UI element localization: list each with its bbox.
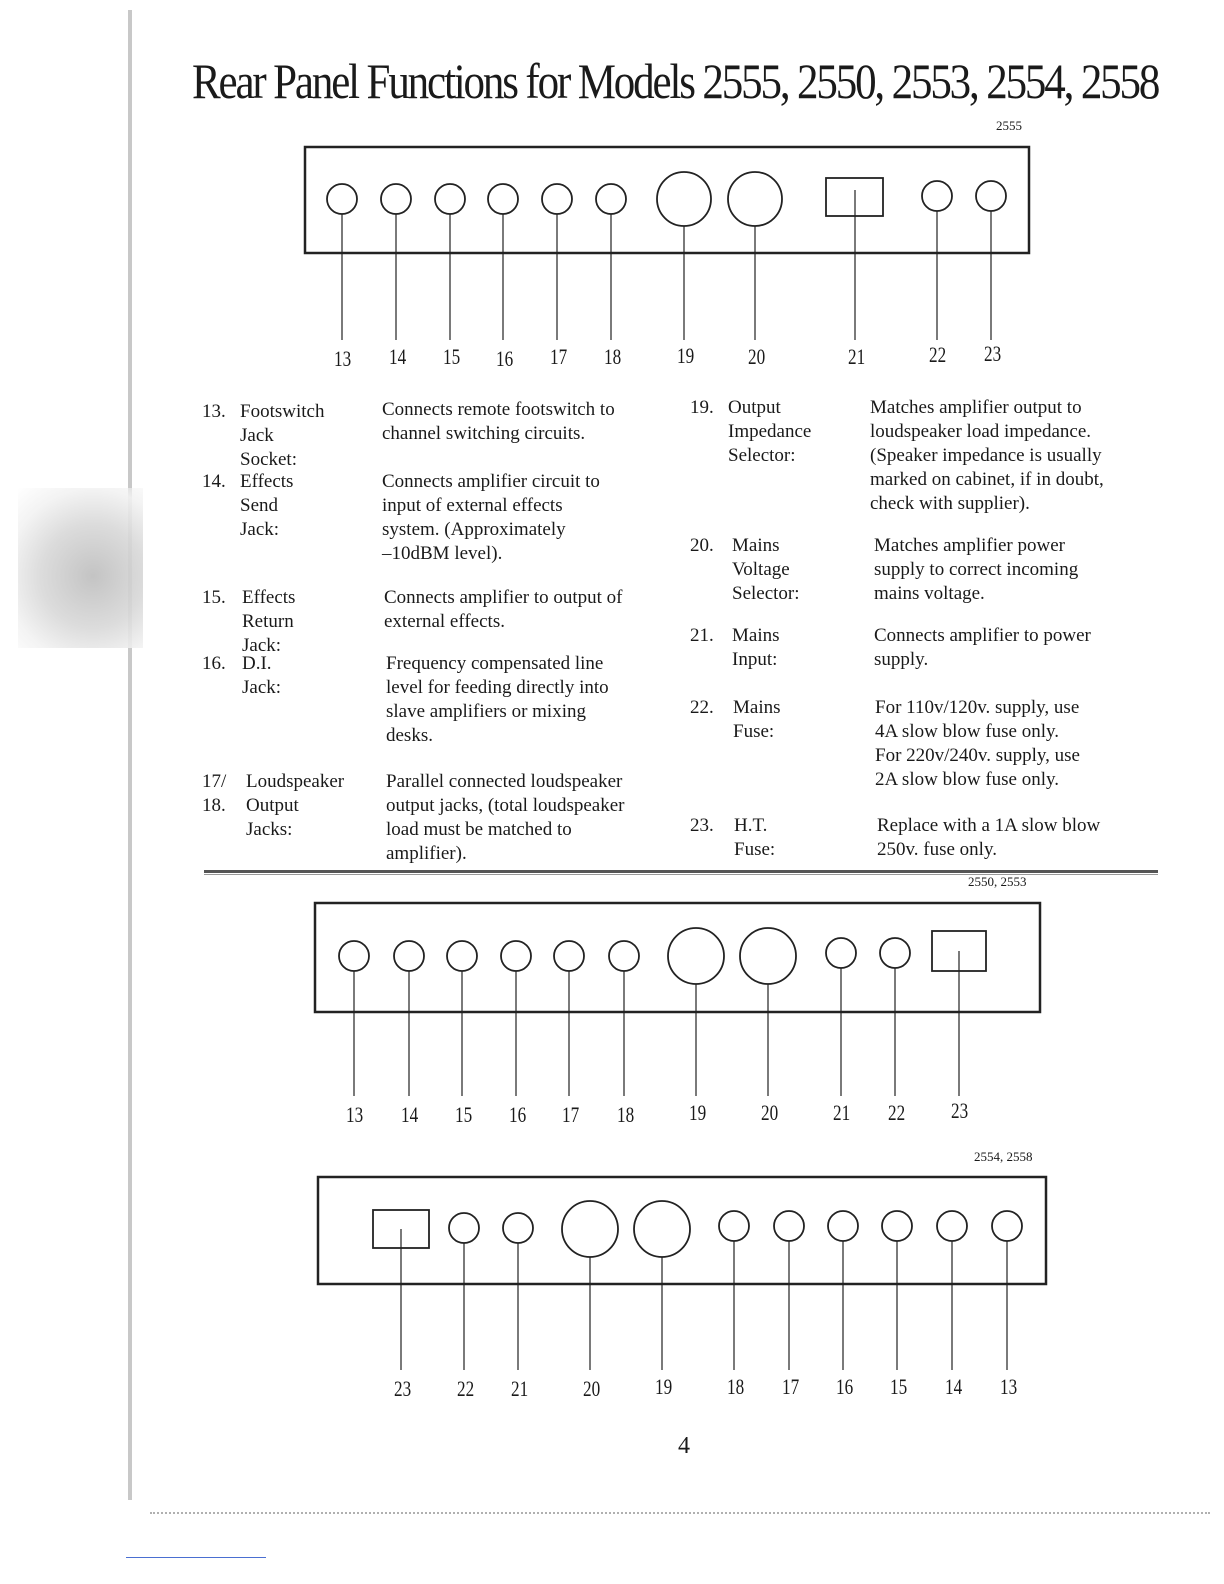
callout-number: 13 xyxy=(334,346,352,371)
callout-number: 17 xyxy=(562,1102,580,1127)
function-number: 20. xyxy=(690,535,714,556)
mains-fuse-icon xyxy=(922,181,952,211)
page-number: 4 xyxy=(678,1433,690,1459)
function-description: Replace with a 1A slow blow 250v. fuse only. xyxy=(877,815,1101,860)
callout-number: 15 xyxy=(890,1374,908,1399)
function-description: Matches amplifier output to loudspeaker load impedance. (Speaker impedance is usually marked on cabinet, if in doubt, check with supplier). xyxy=(870,397,1104,514)
function-number: 23. xyxy=(690,815,714,836)
function-label: Mains Fuse: xyxy=(733,697,781,742)
function-number: 22. xyxy=(690,697,714,718)
jack-14-icon xyxy=(937,1211,967,1241)
panel-2550-2553 xyxy=(315,903,1040,1096)
callout-number: 23 xyxy=(951,1098,969,1123)
function-number: 15. xyxy=(202,587,226,608)
section-divider xyxy=(204,870,1158,873)
callout-number: 19 xyxy=(655,1374,673,1399)
function-label: Footswitch Jack Socket: xyxy=(240,401,325,470)
callout-number: 23 xyxy=(984,341,1002,366)
jack-17-icon xyxy=(554,941,584,971)
callout-number: 19 xyxy=(677,343,695,368)
callout-number: 13 xyxy=(1000,1374,1018,1399)
jack-13-icon xyxy=(339,941,369,971)
panel-outline xyxy=(305,147,1029,253)
callout-number: 16 xyxy=(509,1102,527,1127)
function-number: 21. xyxy=(690,625,714,646)
function-label: Mains Voltage Selector: xyxy=(732,535,800,604)
scan-edge-line xyxy=(150,1512,1210,1514)
callout-number: 20 xyxy=(748,344,766,369)
callout-number: 22 xyxy=(929,342,947,367)
mains-fuse-icon xyxy=(880,938,910,968)
ht-fuse-icon xyxy=(976,181,1006,211)
function-description: Connects amplifier to power supply. xyxy=(874,625,1091,670)
jack-17-icon xyxy=(774,1211,804,1241)
page-title: Rear Panel Functions for Models 2555, 2550, 2553, 2554, 2558 xyxy=(192,53,1159,109)
function-number: 14. xyxy=(202,471,226,492)
callout-number: 14 xyxy=(945,1374,963,1399)
function-label: Effects Return Jack: xyxy=(242,587,296,656)
function-description: Connects amplifier circuit to input of external effects system. (Approximately –10dBM level). xyxy=(382,471,600,564)
function-label: Mains Input: xyxy=(732,625,780,670)
callout-number: 21 xyxy=(833,1100,851,1125)
callout-number: 18 xyxy=(617,1102,635,1127)
jack-18-icon xyxy=(609,941,639,971)
panel-2555 xyxy=(305,147,1029,340)
jack-13-icon xyxy=(327,184,357,214)
jack-17-icon xyxy=(542,184,572,214)
callout-number: 18 xyxy=(727,1374,745,1399)
callout-number: 16 xyxy=(496,346,514,371)
callout-number: 17 xyxy=(550,344,568,369)
callout-number: 13 xyxy=(346,1102,364,1127)
callout-number: 14 xyxy=(401,1102,419,1127)
callout-number: 15 xyxy=(455,1102,473,1127)
scan-mark xyxy=(126,1557,266,1558)
callout-number: 20 xyxy=(583,1376,601,1401)
model-label-2555: 2555 xyxy=(996,118,1022,133)
callout-number: 20 xyxy=(761,1100,779,1125)
jack-15-icon xyxy=(882,1211,912,1241)
function-number: 13. xyxy=(202,401,226,422)
jack-18-icon xyxy=(719,1211,749,1241)
jack-14-icon xyxy=(394,941,424,971)
voltage-selector-icon xyxy=(562,1201,618,1257)
function-description: Connects amplifier to output of external effects. xyxy=(384,587,623,632)
mains-input-icon xyxy=(826,938,856,968)
callout-number: 22 xyxy=(888,1100,906,1125)
function-label: H.T. Fuse: xyxy=(734,815,776,860)
function-number: 16. xyxy=(202,653,226,674)
jack-14-icon xyxy=(381,184,411,214)
callout-number: 17 xyxy=(782,1374,800,1399)
jack-18-icon xyxy=(596,184,626,214)
panel-2554-2558 xyxy=(318,1177,1046,1370)
jack-16-icon xyxy=(488,184,518,214)
function-label: D.I. Jack: xyxy=(242,653,282,698)
callout-number: 23 xyxy=(394,1376,412,1401)
callout-number: 15 xyxy=(443,344,461,369)
callout-number: 16 xyxy=(836,1374,854,1399)
mains-fuse-icon xyxy=(449,1213,479,1243)
callout-number: 21 xyxy=(511,1376,529,1401)
function-label: Loudspeaker Output Jacks: xyxy=(246,771,345,840)
impedance-selector-icon xyxy=(634,1201,690,1257)
functions-left-column xyxy=(202,398,672,868)
function-description: Connects remote footswitch to channel switching circuits. xyxy=(382,399,615,444)
callout-number: 18 xyxy=(604,344,622,369)
jack-15-icon xyxy=(435,184,465,214)
callout-number: 21 xyxy=(848,344,866,369)
callout-number: 14 xyxy=(389,344,407,369)
function-label: Output Impedance Selector: xyxy=(728,397,812,466)
voltage-selector-icon xyxy=(740,928,796,984)
jack-16-icon xyxy=(828,1211,858,1241)
voltage-selector-icon xyxy=(728,172,782,226)
jack-13-icon xyxy=(992,1211,1022,1241)
callout-number: 19 xyxy=(689,1100,707,1125)
callout-number: 22 xyxy=(457,1376,475,1401)
function-description: Matches amplifier power supply to correct incoming mains voltage. xyxy=(874,535,1079,604)
impedance-selector-icon xyxy=(668,928,724,984)
mains-input-icon xyxy=(503,1213,533,1243)
function-number: 17/ 18. xyxy=(202,771,227,816)
model-label-2554-2558: 2554, 2558 xyxy=(974,1149,1033,1164)
jack-16-icon xyxy=(501,941,531,971)
function-label: Effects Send Jack: xyxy=(240,471,294,540)
jack-15-icon xyxy=(447,941,477,971)
function-description: Parallel connected loudspeaker output jacks, (total loudspeaker load must be matched to amplifier). xyxy=(386,771,625,864)
function-description: For 110v/120v. supply, use 4A slow blow fuse only. For 220v/240v. supply, use 2A slow blow fuse only. xyxy=(875,697,1080,790)
functions-right-column xyxy=(690,394,1160,864)
impedance-selector-icon xyxy=(657,172,711,226)
model-label-2550-2553: 2550, 2553 xyxy=(968,874,1027,889)
function-description: Frequency compensated line level for feeding directly into slave amplifiers or mixing desks. xyxy=(386,653,609,746)
function-number: 19. xyxy=(690,397,714,418)
